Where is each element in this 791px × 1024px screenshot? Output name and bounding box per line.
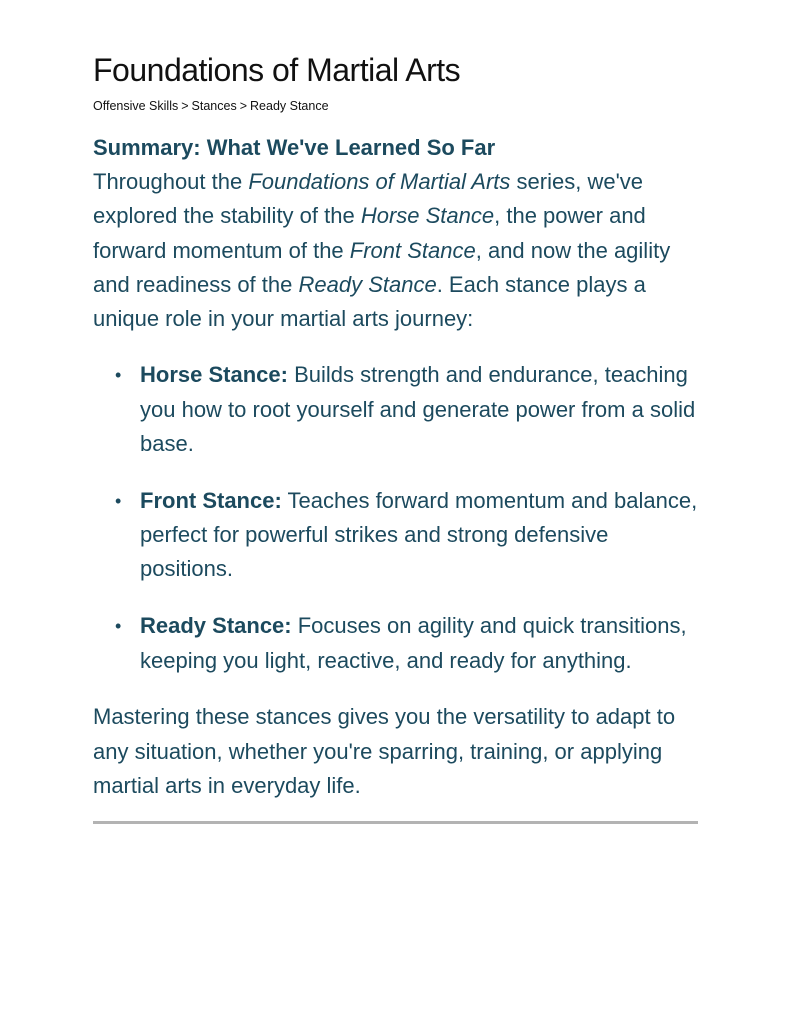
- list-item-horse-stance: [115, 358, 698, 461]
- list-item-ready-stance: [115, 609, 698, 678]
- intro-text-1: Throughout the: [93, 169, 249, 194]
- intro-text-5: . Each stance plays a unique role in your martial arts journey:: [93, 271, 646, 332]
- intro-text-2: series, we've explored the stability of the: [93, 169, 644, 229]
- stance-label: Ready Stance:: [140, 613, 292, 639]
- bullet-icon: •: [115, 490, 122, 511]
- stance-label: Horse Stance:: [140, 362, 288, 388]
- breadcrumb-separator: >: [239, 99, 248, 113]
- page-title: Foundations of Martial Arts: [93, 52, 461, 88]
- section-divider: [93, 821, 698, 824]
- ready-stance-term: Ready Stance: [298, 271, 437, 297]
- stance-label: Front Stance:: [140, 487, 282, 513]
- bullet-icon: •: [115, 365, 122, 386]
- stance-description: Focuses on agility and quick transitions, keeping you light, reactive, and ready for anything.: [140, 613, 687, 673]
- breadcrumb-separator: >: [181, 99, 189, 113]
- breadcrumb: [93, 98, 698, 114]
- series-name: Foundations of Martial Arts: [248, 169, 511, 194]
- intro-text-3: , the power and forward momentum of the: [93, 203, 646, 263]
- stance-list: [93, 358, 698, 677]
- stance-description: Teaches forward momentum and balance, perfect for powerful strikes and strong defensive positions.: [140, 487, 698, 582]
- stance-description: Builds strength and endurance, teaching you how to root yourself and generate power from a solid base.: [140, 362, 696, 457]
- horse-stance-term: Horse Stance: [360, 203, 495, 229]
- breadcrumb-item-stances: Stances: [191, 99, 237, 113]
- intro-text-4: , and now the agility and readiness of the: [93, 237, 671, 297]
- front-stance-term: Front Stance: [349, 237, 476, 263]
- bullet-icon: •: [115, 616, 122, 637]
- breadcrumb-item-offensive-skills: Offensive Skills: [93, 99, 179, 113]
- summary-intro-paragraph: [93, 165, 698, 336]
- list-item-front-stance: [115, 484, 698, 587]
- breadcrumb-item-ready-stance: Ready Stance: [250, 99, 329, 113]
- summary-heading: Summary: What We've Learned So Far: [93, 135, 496, 160]
- conclusion-paragraph: Mastering these stances gives you the versatility to adapt to any situation, whether you're sparring, training, or applying martial arts in everyday life.: [93, 704, 676, 798]
